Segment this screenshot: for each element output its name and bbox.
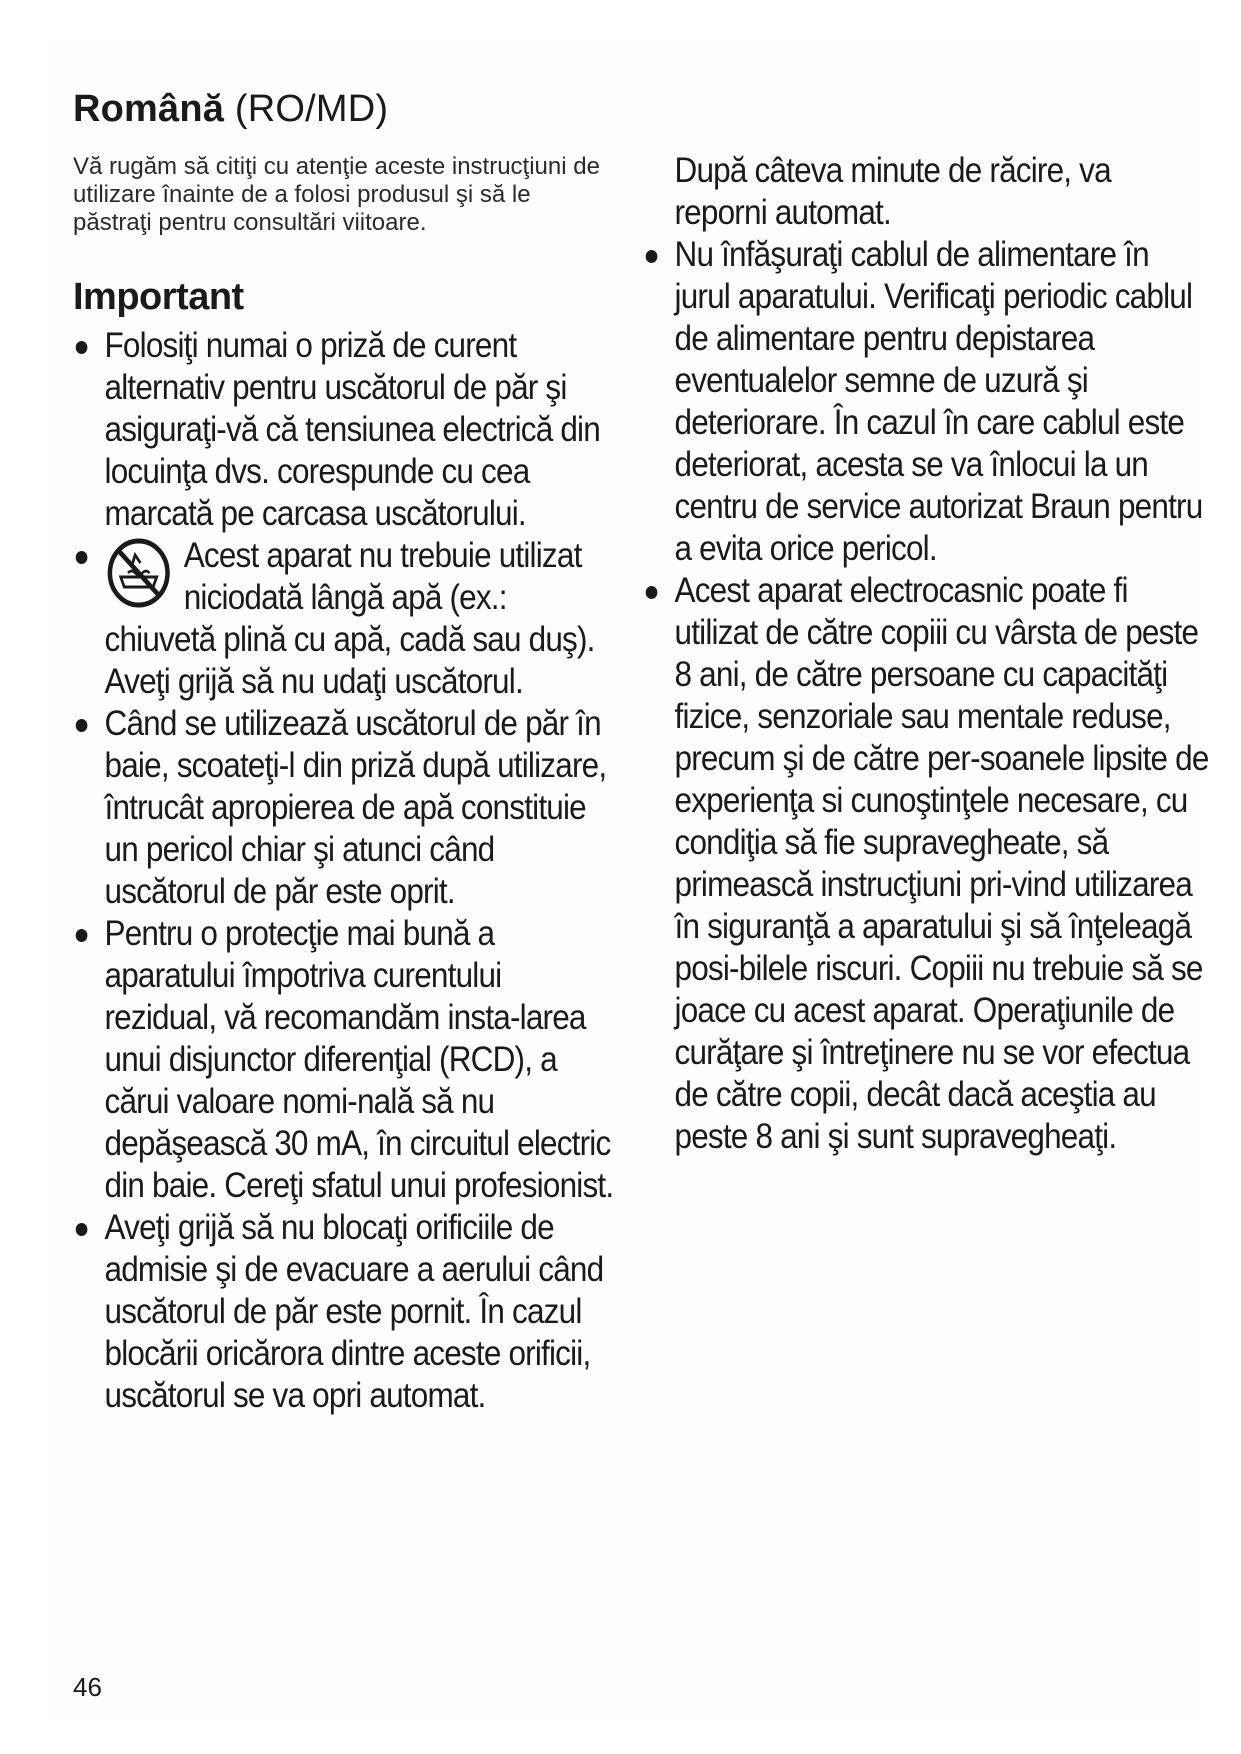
bullet-dot-icon [646,586,658,599]
important-list-left [73,325,615,1417]
no-water-bath-icon [105,535,173,611]
left-column [73,85,613,1417]
language-title: Română (RO/MD) [73,88,389,130]
important-list-right [643,234,1210,1158]
list-item: Când se utilizează uscătorul de păr în baie, scoateţi-l din priză după utilizare, întrucât apropierea de apă constituie un pericol chiar şi atunci când uscătorul de păr este oprit. [73,703,615,913]
right-column [643,150,1209,1158]
bullet-dot-icon [646,250,658,263]
right-column-text [643,150,1210,1158]
bullet-dot-icon [76,551,88,564]
continuation-text: După câteva minute de răcire, va reporni automat. [674,151,1111,232]
page-number: 46 [73,1672,102,1702]
bullet-dot-icon [76,1223,88,1236]
bullet-dot-icon [76,719,88,732]
list-item: Acest aparat nu trebuie utilizat niciodată lângă apă (ex.: chiuvetă plină cu apă, cadă sau duş). Aveţi grijă să nu udaţi uscătorul. [73,535,615,703]
list-item: Nu înfăşuraţi cablul de alimentare în jurul aparatului. Verificaţi periodic cablul de alimentare pentru depistarea eventualelor semne de uzură şi deteriorare. În cazul în care cablul este deteriorat, acesta se va înlocui la un centru de service autorizat Braun pentru a evita orice pericol. [643,234,1210,570]
important-heading: Important [73,276,244,318]
intro-paragraph: Vă rugăm să citiţi cu atenţie aceste instrucţiuni de utilizare înainte de a folosi produsul şi să le păstraţi pentru consultări viitoare. [73,153,600,236]
bullet-dot-icon [76,341,88,354]
list-item: Pentru o protecţie mai bună a aparatului împotriva curentului rezidual, vă recomandăm insta-larea unui disjunctor diferenţial (RCD), a cărui valoare nomi-nală să nu depăşească 30 mA, în circuitul electric din baie. Cereţi sfatul unui profesionist. [73,913,615,1207]
list-item: Aveţi grijă să nu blocaţi orificiile de admisie şi de evacuare a aerului când uscătorul de păr este pornit. În cazul blocării oricărora dintre aceste orificii, uscătorul se va opri automat. [73,1207,615,1417]
list-item: Folosiţi numai o priză de curent alternativ pentru uscătorul de păr şi asiguraţi-vă că tensiunea electrică din locuinţa dvs. corespunde cu cea marcată pe carcasa uscătorului. [73,325,615,535]
bullet-dot-icon [76,929,88,942]
list-item: Acest aparat electrocasnic poate fi utilizat de către copiii cu vârsta de peste 8 ani, de către persoane cu capacităţi fizice, senzoriale sau mentale reduse, precum şi de către per-soanele lipsite de experienţa si cunoştinţele necesare, cu condiţia să fie supravegheate, să primească instrucţiuni pri-vind utilizarea în siguranţă a aparatului şi să înţeleagă posi-bilele riscuri. Copiii nu trebuie să se joace cu acest aparat. Operaţiunile de curăţare şi întreţinere nu se vor efectua de către copii, decât dacă aceştia au peste 8 ani şi sunt supravegheaţi. [643,570,1210,1158]
